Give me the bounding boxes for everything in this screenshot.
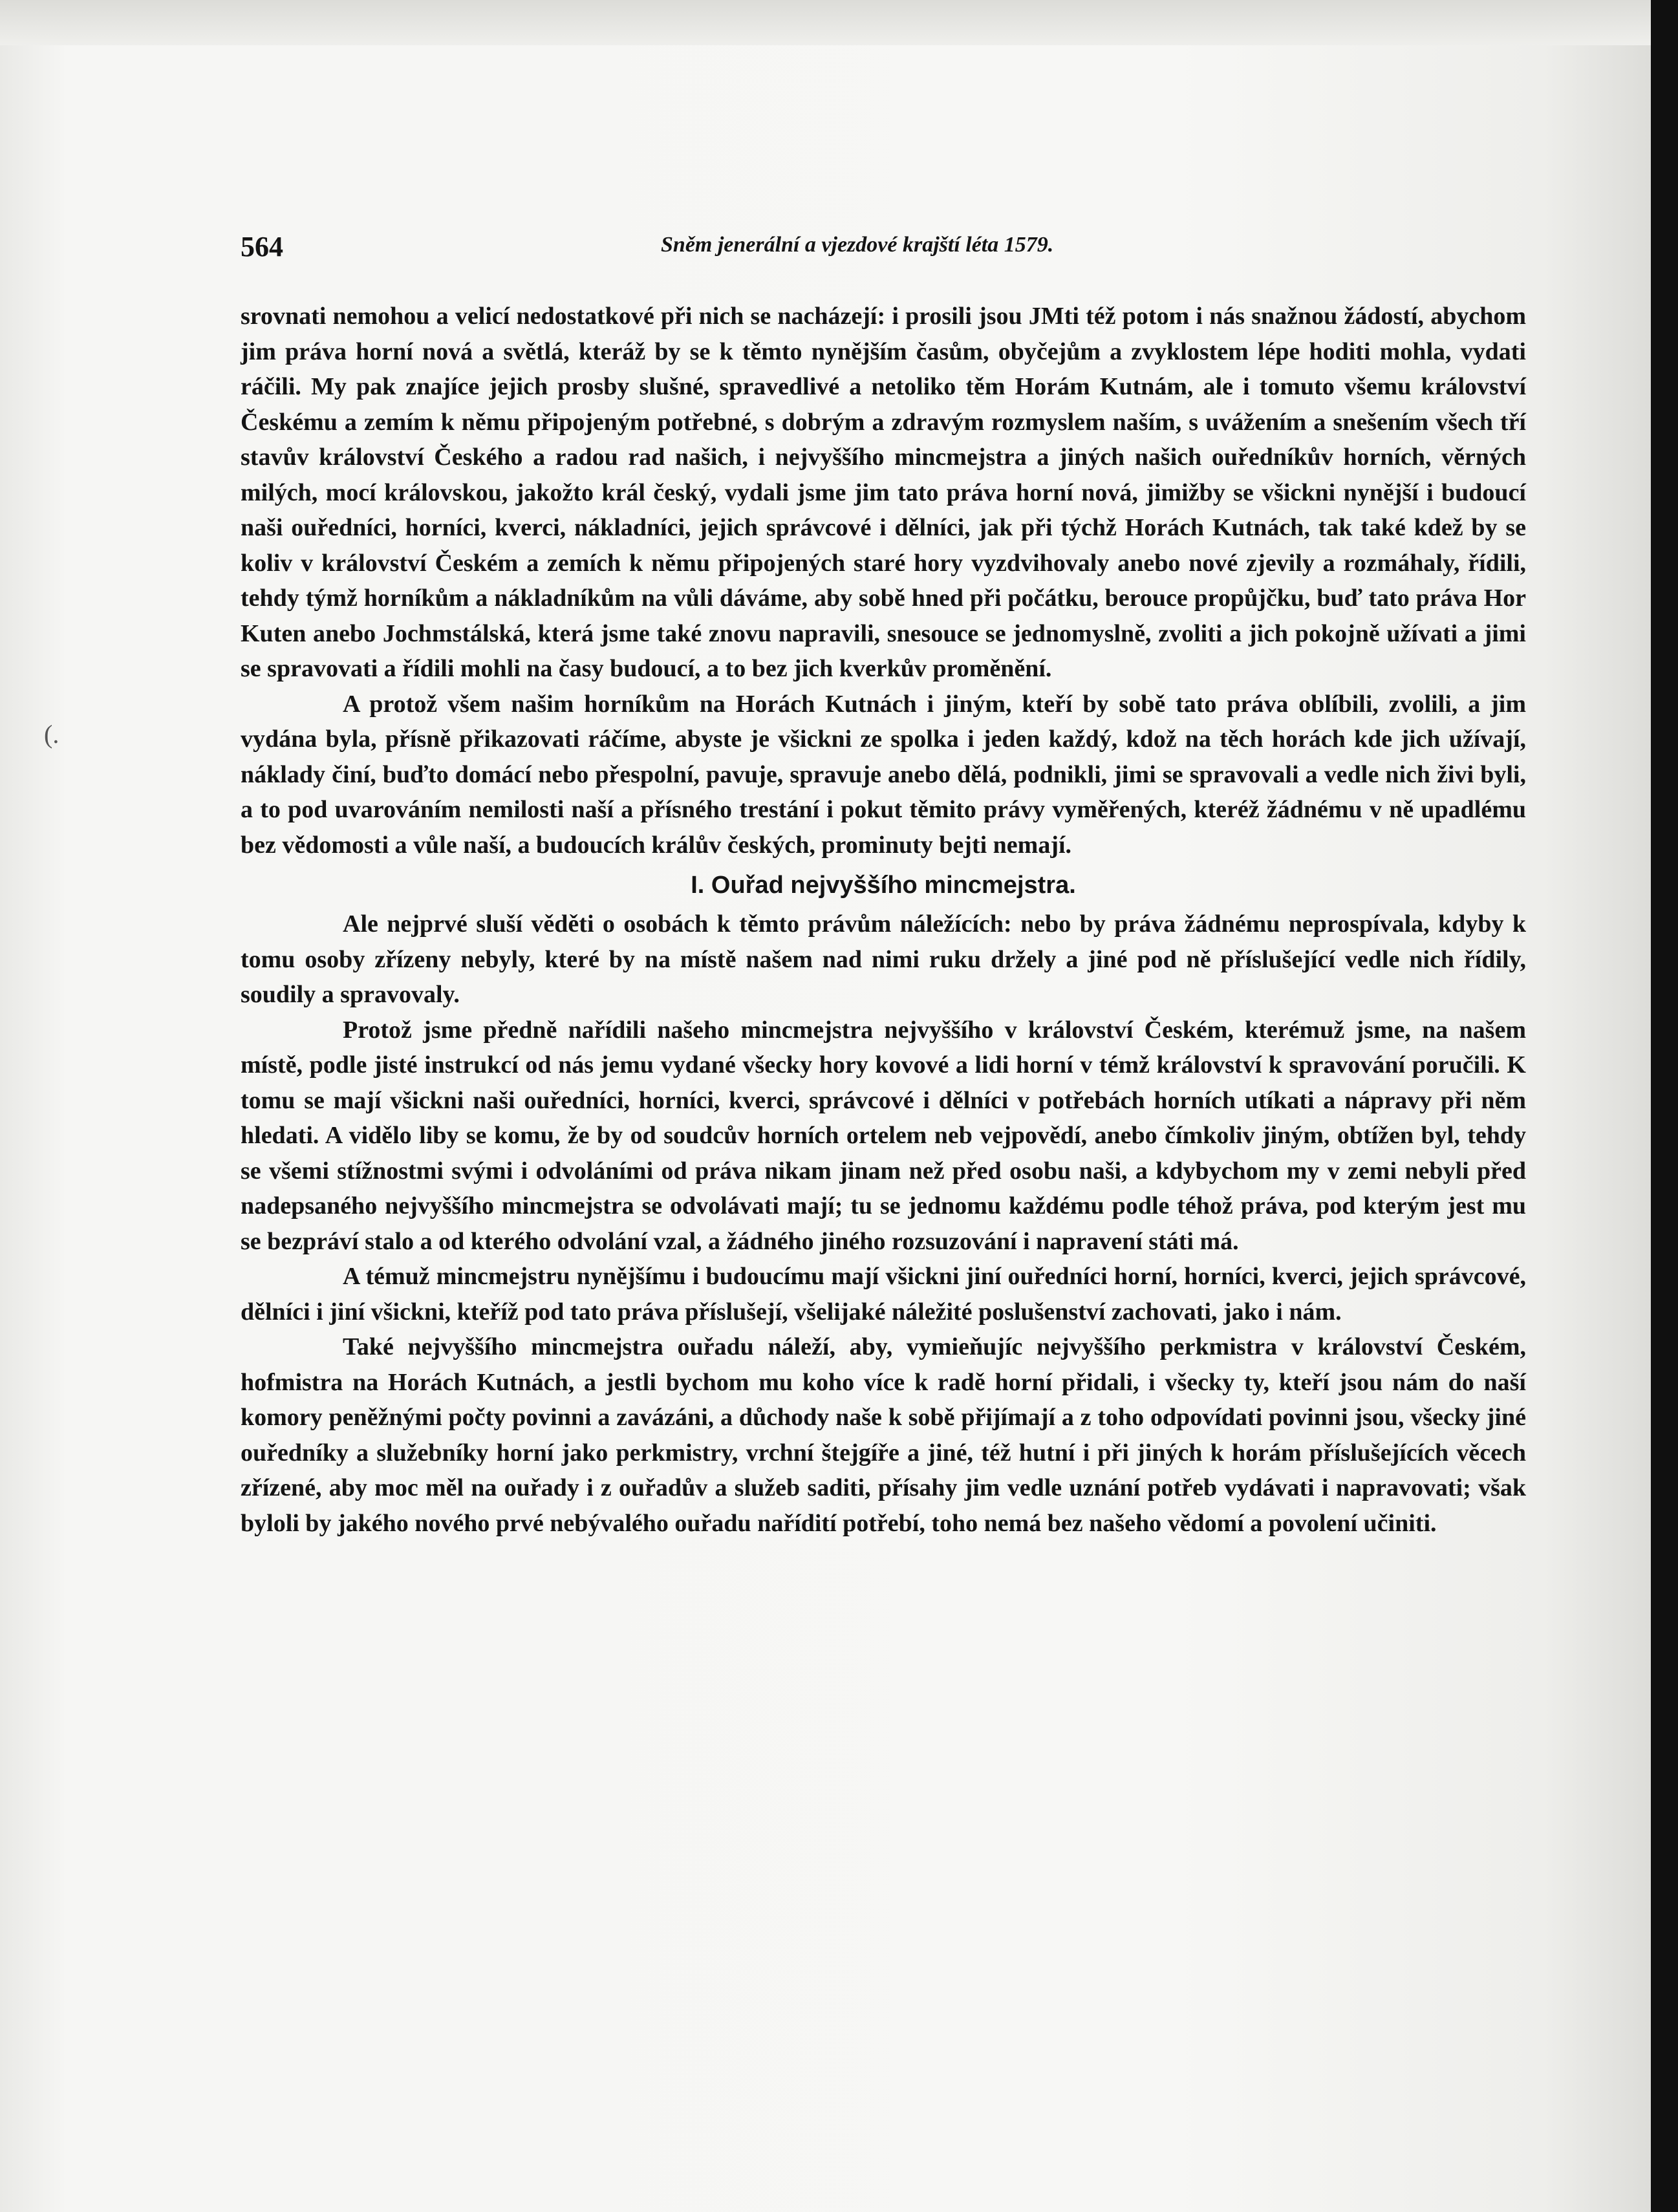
- page-number: 564: [241, 231, 283, 263]
- book-spine-edge: [1651, 0, 1678, 2212]
- running-title: Sněm jenerální a vjezdové krajští léta 1579.: [661, 233, 1054, 257]
- paragraph: Protož jsme předně nařídili našeho mincmejstra nejvyššího v království Českém, kterémuž jsme, na našem místě, podle jisté instrukcí od nás jemu vydané všecky hory kovové a lidi horní v témž království k spravování poručili. K tomu se mají všickni naši ouředníci, horníci, kverci, správcové i dělníci v potřebách horních utíkati a nápravy při něm hledati. A vidělo liby se komu, že by od soudcův horních ortelem neb vejpovědí, anebo čímkoliv jiným, obtížen byl, tehdy se všemi stížnostmi svými i odvoláními od práva nikam jinam než před osobu naši, a kdybychom my v zemi nebyli před nadepsaného nejvyššího mincmejstra se odvolávati mají; tu se jednomu každému podle téhož práva, pod kterým jest mu se bezpráví stalo a od kterého odvolání vzal, a žádného jiného rozsuzování i napravení státi má.: [241, 1016, 1526, 1255]
- paragraph-continuation: srovnati nemohou a velicí nedostatkové při nich se nacházejí: i prosili jsou JMti též potom i nás snažnou žádostí, abychom jim práva horní nová a světlá, kteráž by se k těmto nynějším časům, obyčejům a zvyklostem lépe hoditi mohla, vydati ráčili. My pak znajíce jejich prosby slušné, spravedlivé a netoliko těm Horám Kutnám, ale i tomuto všemu království Českému a zemím k němu připojeným potřebné, s dobrým a zdravým rozmyslem naším, s uvážením a snešením všech tří stavův království Českého a radou rad našich, i nejvyššího mincmejstra a jiných našich ouředníkův horních, věrných milých, mocí královskou, jakožto král český, vydali jsme jim tato práva horní nová, jimižby se všickni nynější i budoucí naši ouředníci, horníci, kverci, nákladníci, jejich správcové i dělníci, jak při týchž Horách Kutnách, tak také kdež by se koliv v království Českém a zemích k němu připojených staré hory vyzdvihovaly anebo nové zjevily a rozmáhaly, řídili, tehdy týmž horníkům a nákladníkům na vůli dáváme, aby sobě hned při počátku, berouce propůjčku, buď tato práva Hor Kuten anebo Jochmstálská, která jsme také znovu napravili, snesouce se jednomyslně, zvoliti a jich pokojně užívati a jimi se spravovati a řídili mohli na časy budoucí, a to bez jich kverkův proměnění.: [241, 303, 1526, 682]
- margin-mark: (.: [44, 720, 59, 749]
- paragraph: Také nejvyššího mincmejstra ouřadu náleží, aby, vymieňujíc nejvyššího perkmistra v království Českém, hofmistra na Horách Kutnách, a jestli bychom mu koho více k radě horní přidali, i všecky ty, kteří jsou nám do naší komory peněžnými počty povinni a zavázáni, a důchody naše k sobě přijímají a z toho odpovídati povinni jsou, všecky jiné ouředníky a služebníky horní jako perkmistry, vrchní štejgíře a jiné, též hutní i při jiných k horám příslušejících věcech zřízené, aby moc měl na ouřady i z ouřadův a služeb saditi, přísahy jim vedle uznání potřeb vydávati i napravovati; však byloli by jakého nového prvé nebývalého ouřadu nařídití potřebí, toho nemá bez našeho vědomí a povolení učiniti.: [241, 1333, 1526, 1537]
- section-heading: I. Ouřad nejvyššího mincmejstra.: [691, 872, 1076, 899]
- page-header: [241, 230, 1527, 269]
- scan-top-edge: [0, 0, 1678, 45]
- paragraph: A protož všem našim horníkům na Horách Kutnách i jiným, kteří by sobě tato práva oblíbili, zvolili, a jim vydána byla, přísně přikazovati ráčíme, abyste je všickni ze spolka i jeden každý, kdož na těch horách kde jich užívají, náklady činí, buďto domácí nebo přespolní, pavuje, spravuje anebo dělá, podnikli, jimi se spravovali a vedle nich živi byli, a to pod uvarováním nemilosti naší a přísného trestání i pokut těmito právy vyměřených, kteréž žádnému v ně upadlému bez vědomosti a vůle naší, a budoucích králův českých, prominuty bejti nemají.: [241, 690, 1526, 859]
- paragraph: Ale nejprvé sluší věděti o osobách k těmto právům náležících: nebo by práva žádnému neprospívala, kdyby k tomu osoby zřízeny nebyly, které by na místě našem nad nimi ruku držely a jiné pod ně příslušející vedle nich řídily, soudily a spravovaly.: [241, 910, 1526, 1008]
- paragraph: A témuž mincmejstru nynějšímu i budoucímu mají všickni jiní ouředníci horní, horníci, kverci, jejich správcové, dělníci i jiní všickni, kteříž pod tato práva příslušejí, všelijaké náležité poslušenství zachovati, jako i nám.: [241, 1263, 1526, 1326]
- body-text: [241, 299, 1526, 1541]
